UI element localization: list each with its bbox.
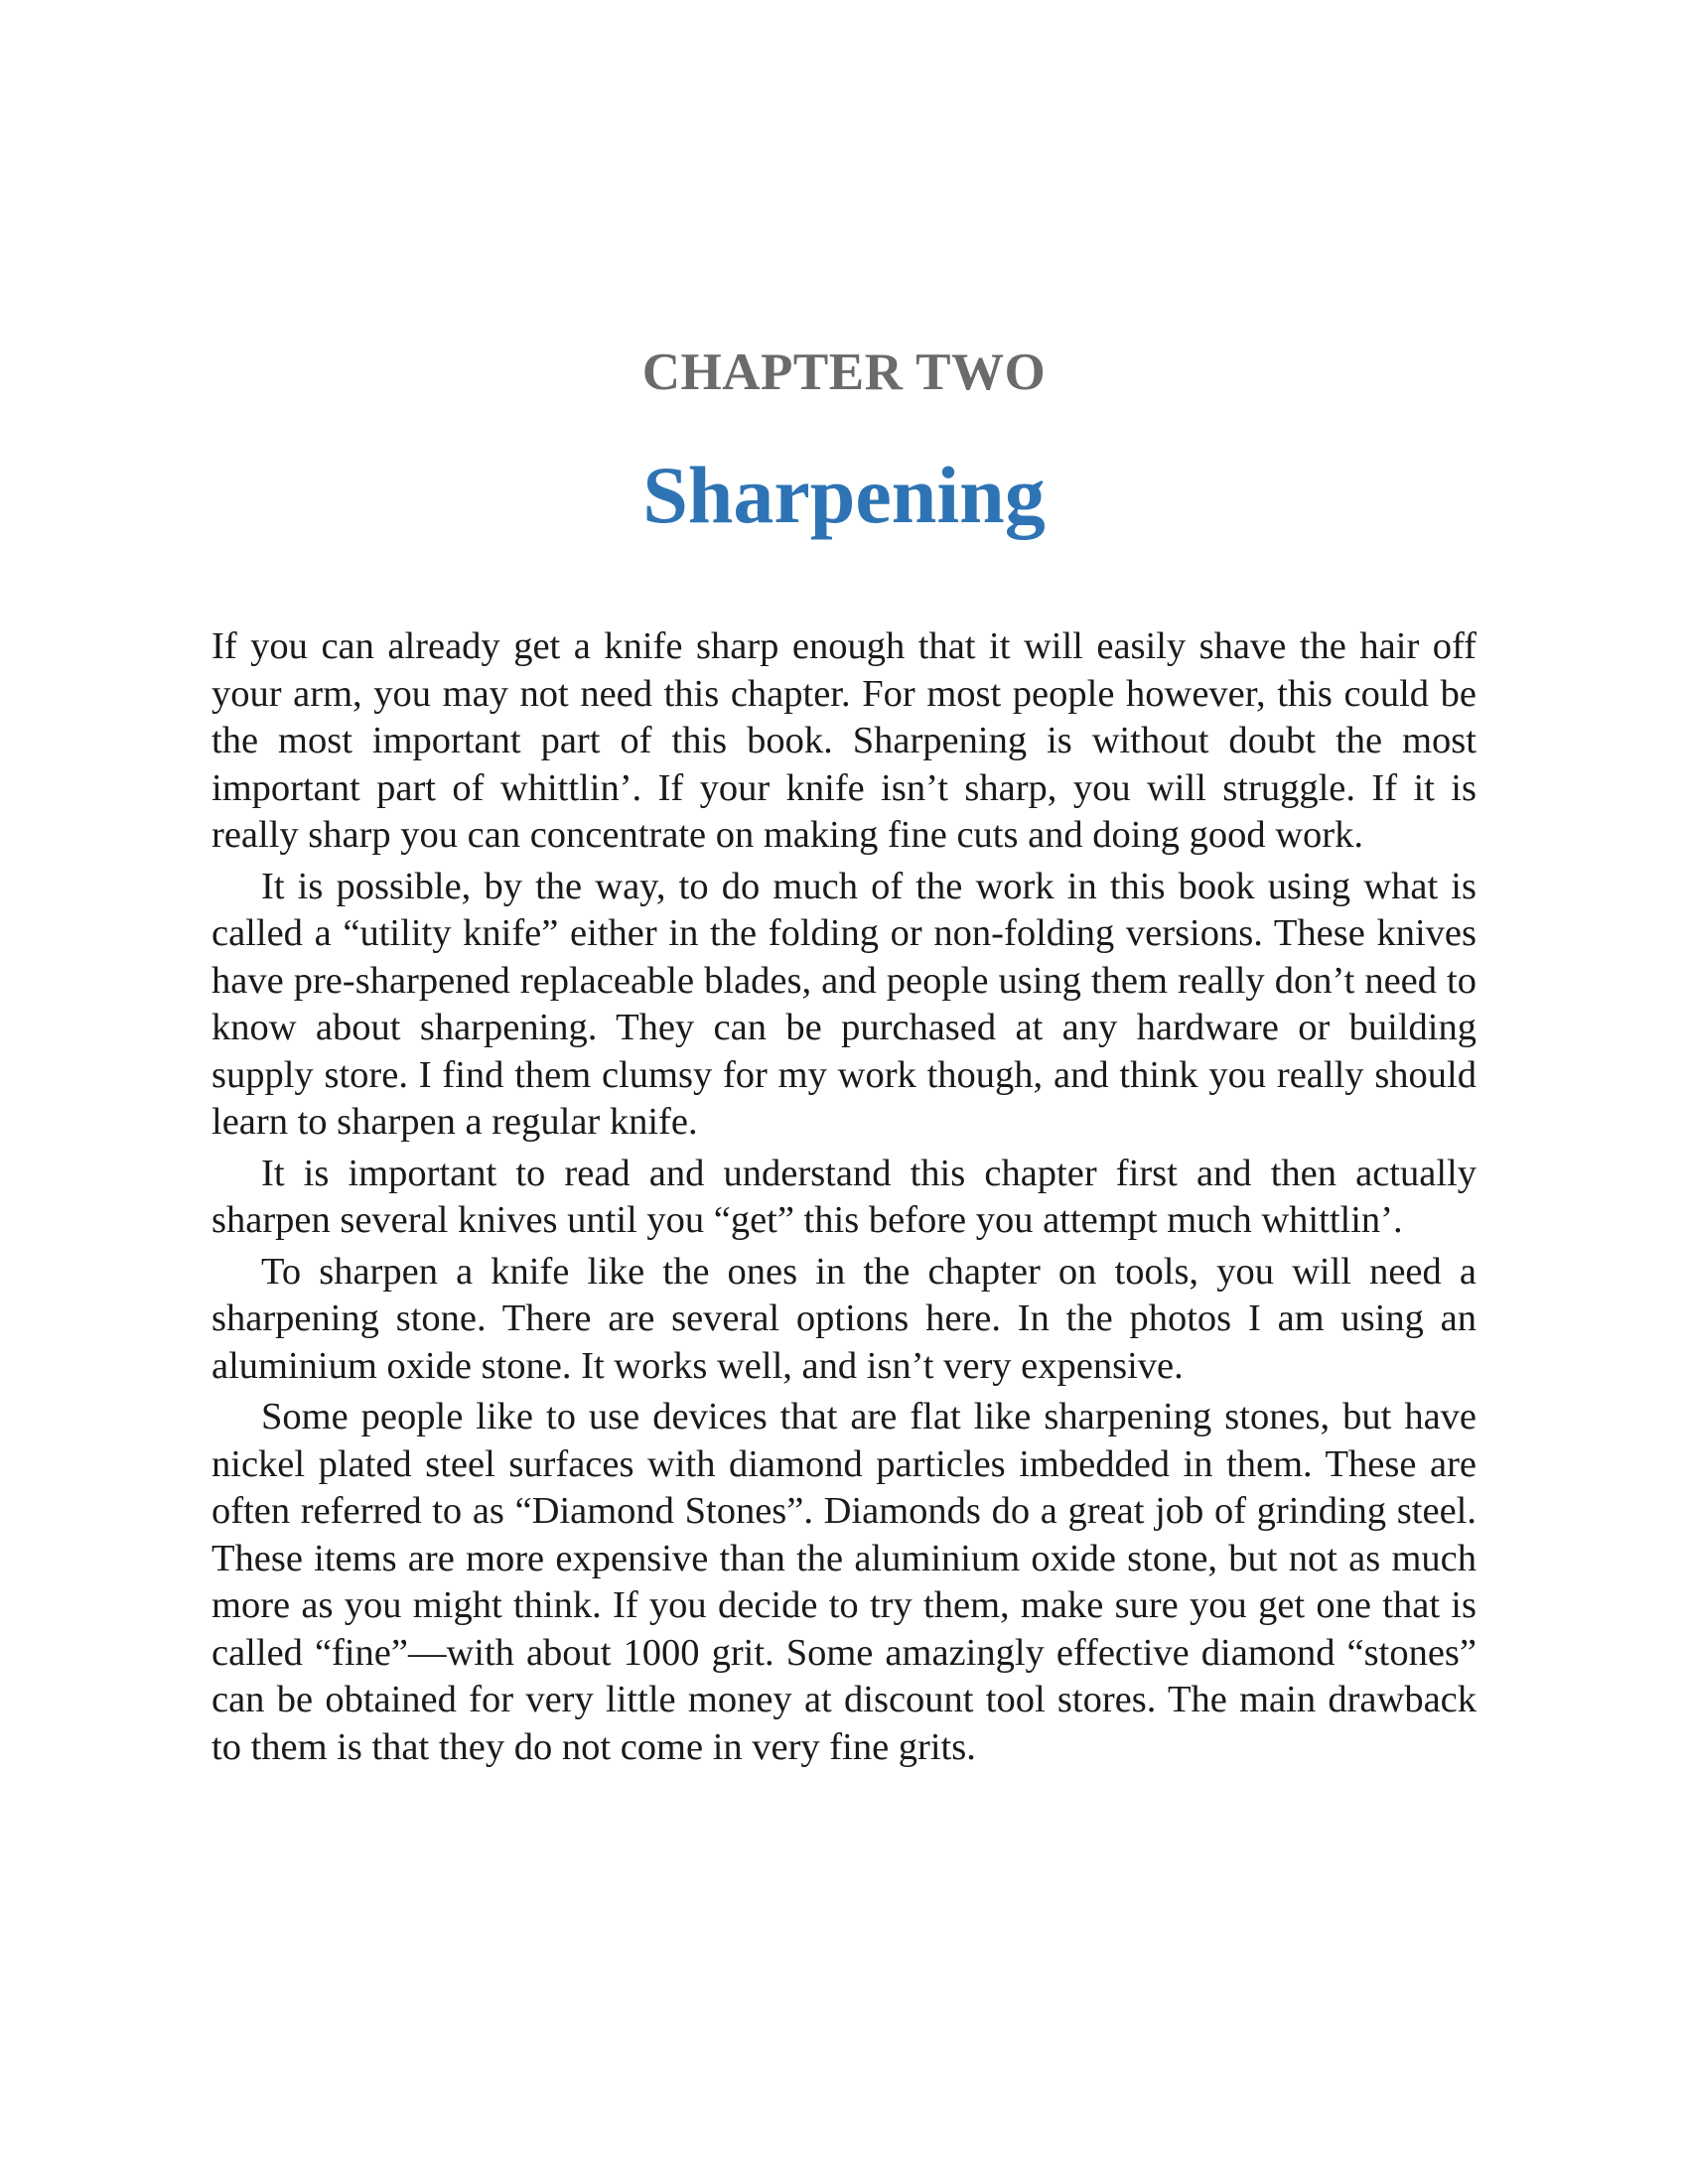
paragraph-5: Some people like to use devices that are flat like sharpening stones, but have nickel plated steel surfaces with diamond particles imbedded in them. These are often referred to as “Diamond Stones”. Diamonds do a great job of grinding steel. These items are more expensive than the aluminium oxide stone, but not as much more as you might think. If you decide to try them, make sure you get one that is called “fine”—with about 1000 grit. Some amazingly effective diamond “stones” can be obtained for very little money at discount tool stores. The main drawback to them is that they do not come in very fine grits. — [211, 1396, 1477, 1768]
paragraph-1: If you can already get a knife sharp enough that it will easily shave the hair off your arm, you may not need this chapter. For most people however, this could be the most important part of this book. Sharpening is without doubt the most important part of whittlin’. If your knife isn’t sharp, you will struggle. If it is really sharp you can concentrate on making fine cuts and doing good work. — [211, 625, 1477, 856]
paragraph-3: It is important to read and understand this chapter first and then actually sharpen several knives until you “get” this before you attempt much whittlin’. — [211, 1152, 1477, 1241]
chapter-body — [211, 623, 1477, 1775]
chapter-title: Sharpening — [642, 450, 1046, 540]
paragraph-4: To sharpen a knife like the ones in the chapter on tools, you will need a sharpening stone. There are several options here. In the photos I am using an aluminium oxide stone. It works well, and isn’t very expensive. — [211, 1250, 1477, 1387]
paragraph-2: It is possible, by the way, to do much of the work in this book using what is called a “utility knife” either in the folding or non-folding versions. These knives have pre-sharpened replaceable blades, and people using them really don’t need to know about sharpening. They can be purchased at any hardware or building supply store. I find them clumsy for my work though, and think you really should learn to sharpen a regular knife. — [211, 865, 1477, 1143]
chapter-number: CHAPTER TWO — [641, 343, 1047, 401]
